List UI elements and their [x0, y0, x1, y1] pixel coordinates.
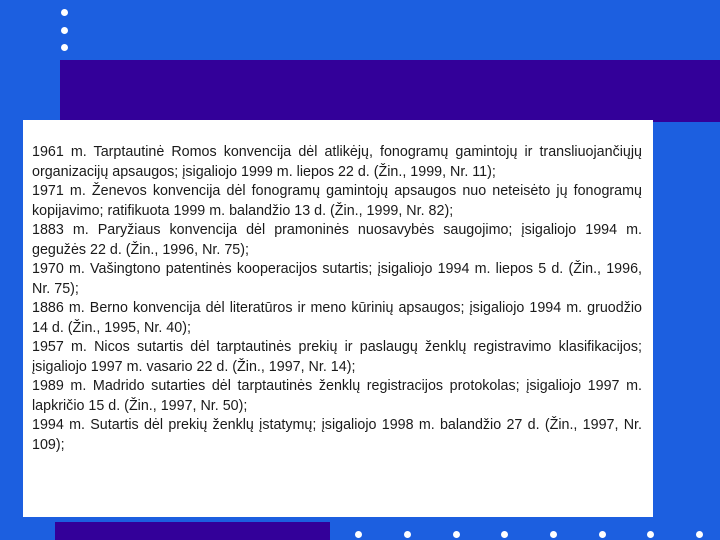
- decor-dot: [404, 531, 411, 538]
- treaty-item: 1886 m. Berno konvencija dėl literatūros ir meno kūrinių apsaugos; įsigaliojo 1994 m. gruodžio 14 d. (Žin., 1995, Nr. 40);: [32, 300, 642, 336]
- decor-dot: [599, 531, 606, 538]
- decor-band-top: [60, 60, 720, 122]
- decor-band-bottom: [55, 522, 330, 540]
- treaty-item: 1883 m. Paryžiaus konvencija dėl pramoninės nuosavybės saugojimo; įsigaliojo 1994 m. gegužės 22 d. (Žin., 1996, Nr. 75);: [32, 222, 642, 258]
- treaty-item: 1961 m. Tarptautinė Romos konvencija dėl atlikėjų, fonogramų gamintojų ir transliuojančiųjų organizacijų apsaugos; įsigaliojo 1999 m. liepos 22 d. (Žin., 1999, Nr. 11);: [32, 144, 642, 180]
- treaty-item: 1970 m. Vašingtono patentinės kooperacijos sutartis; įsigaliojo 1994 m. liepos 5 d. (Žin., 1996, Nr. 75);: [32, 261, 642, 297]
- decor-dot: [61, 27, 68, 34]
- treaty-item: 1971 m. Ženevos konvencija dėl fonogramų gamintojų apsaugos nuo neteisėto jų fonogramų kopijavimo; ratifikuota 1999 m. balandžio 13 d. (Žin., 1999, Nr. 82);: [32, 183, 642, 219]
- decor-dot: [647, 531, 654, 538]
- decor-dot: [61, 9, 68, 16]
- treaty-item: 1989 m. Madrido sutarties dėl tarptautinės ženklų registracijos protokolas; įsigaliojo 1997 m. lapkričio 15 d. (Žin., 1997, Nr. 50);: [32, 378, 642, 414]
- treaty-item: 1994 m. Sutartis dėl prekių ženklų įstatymų; įsigaliojo 1998 m. balandžio 27 d. (Žin., 1997, Nr. 109);: [32, 417, 642, 453]
- decor-dot: [453, 531, 460, 538]
- treaty-item: 1957 m. Nicos sutartis dėl tarptautinės prekių ir paslaugų ženklų registravimo klasifikacijos; įsigaliojo 1997 m. vasario 22 d. (Žin., 1997, Nr. 14);: [32, 339, 642, 375]
- treaty-list: [32, 143, 642, 455]
- decor-dot: [696, 531, 703, 538]
- decor-dot: [355, 531, 362, 538]
- decor-dot: [61, 44, 68, 51]
- decor-dot: [501, 531, 508, 538]
- decor-dot: [550, 531, 557, 538]
